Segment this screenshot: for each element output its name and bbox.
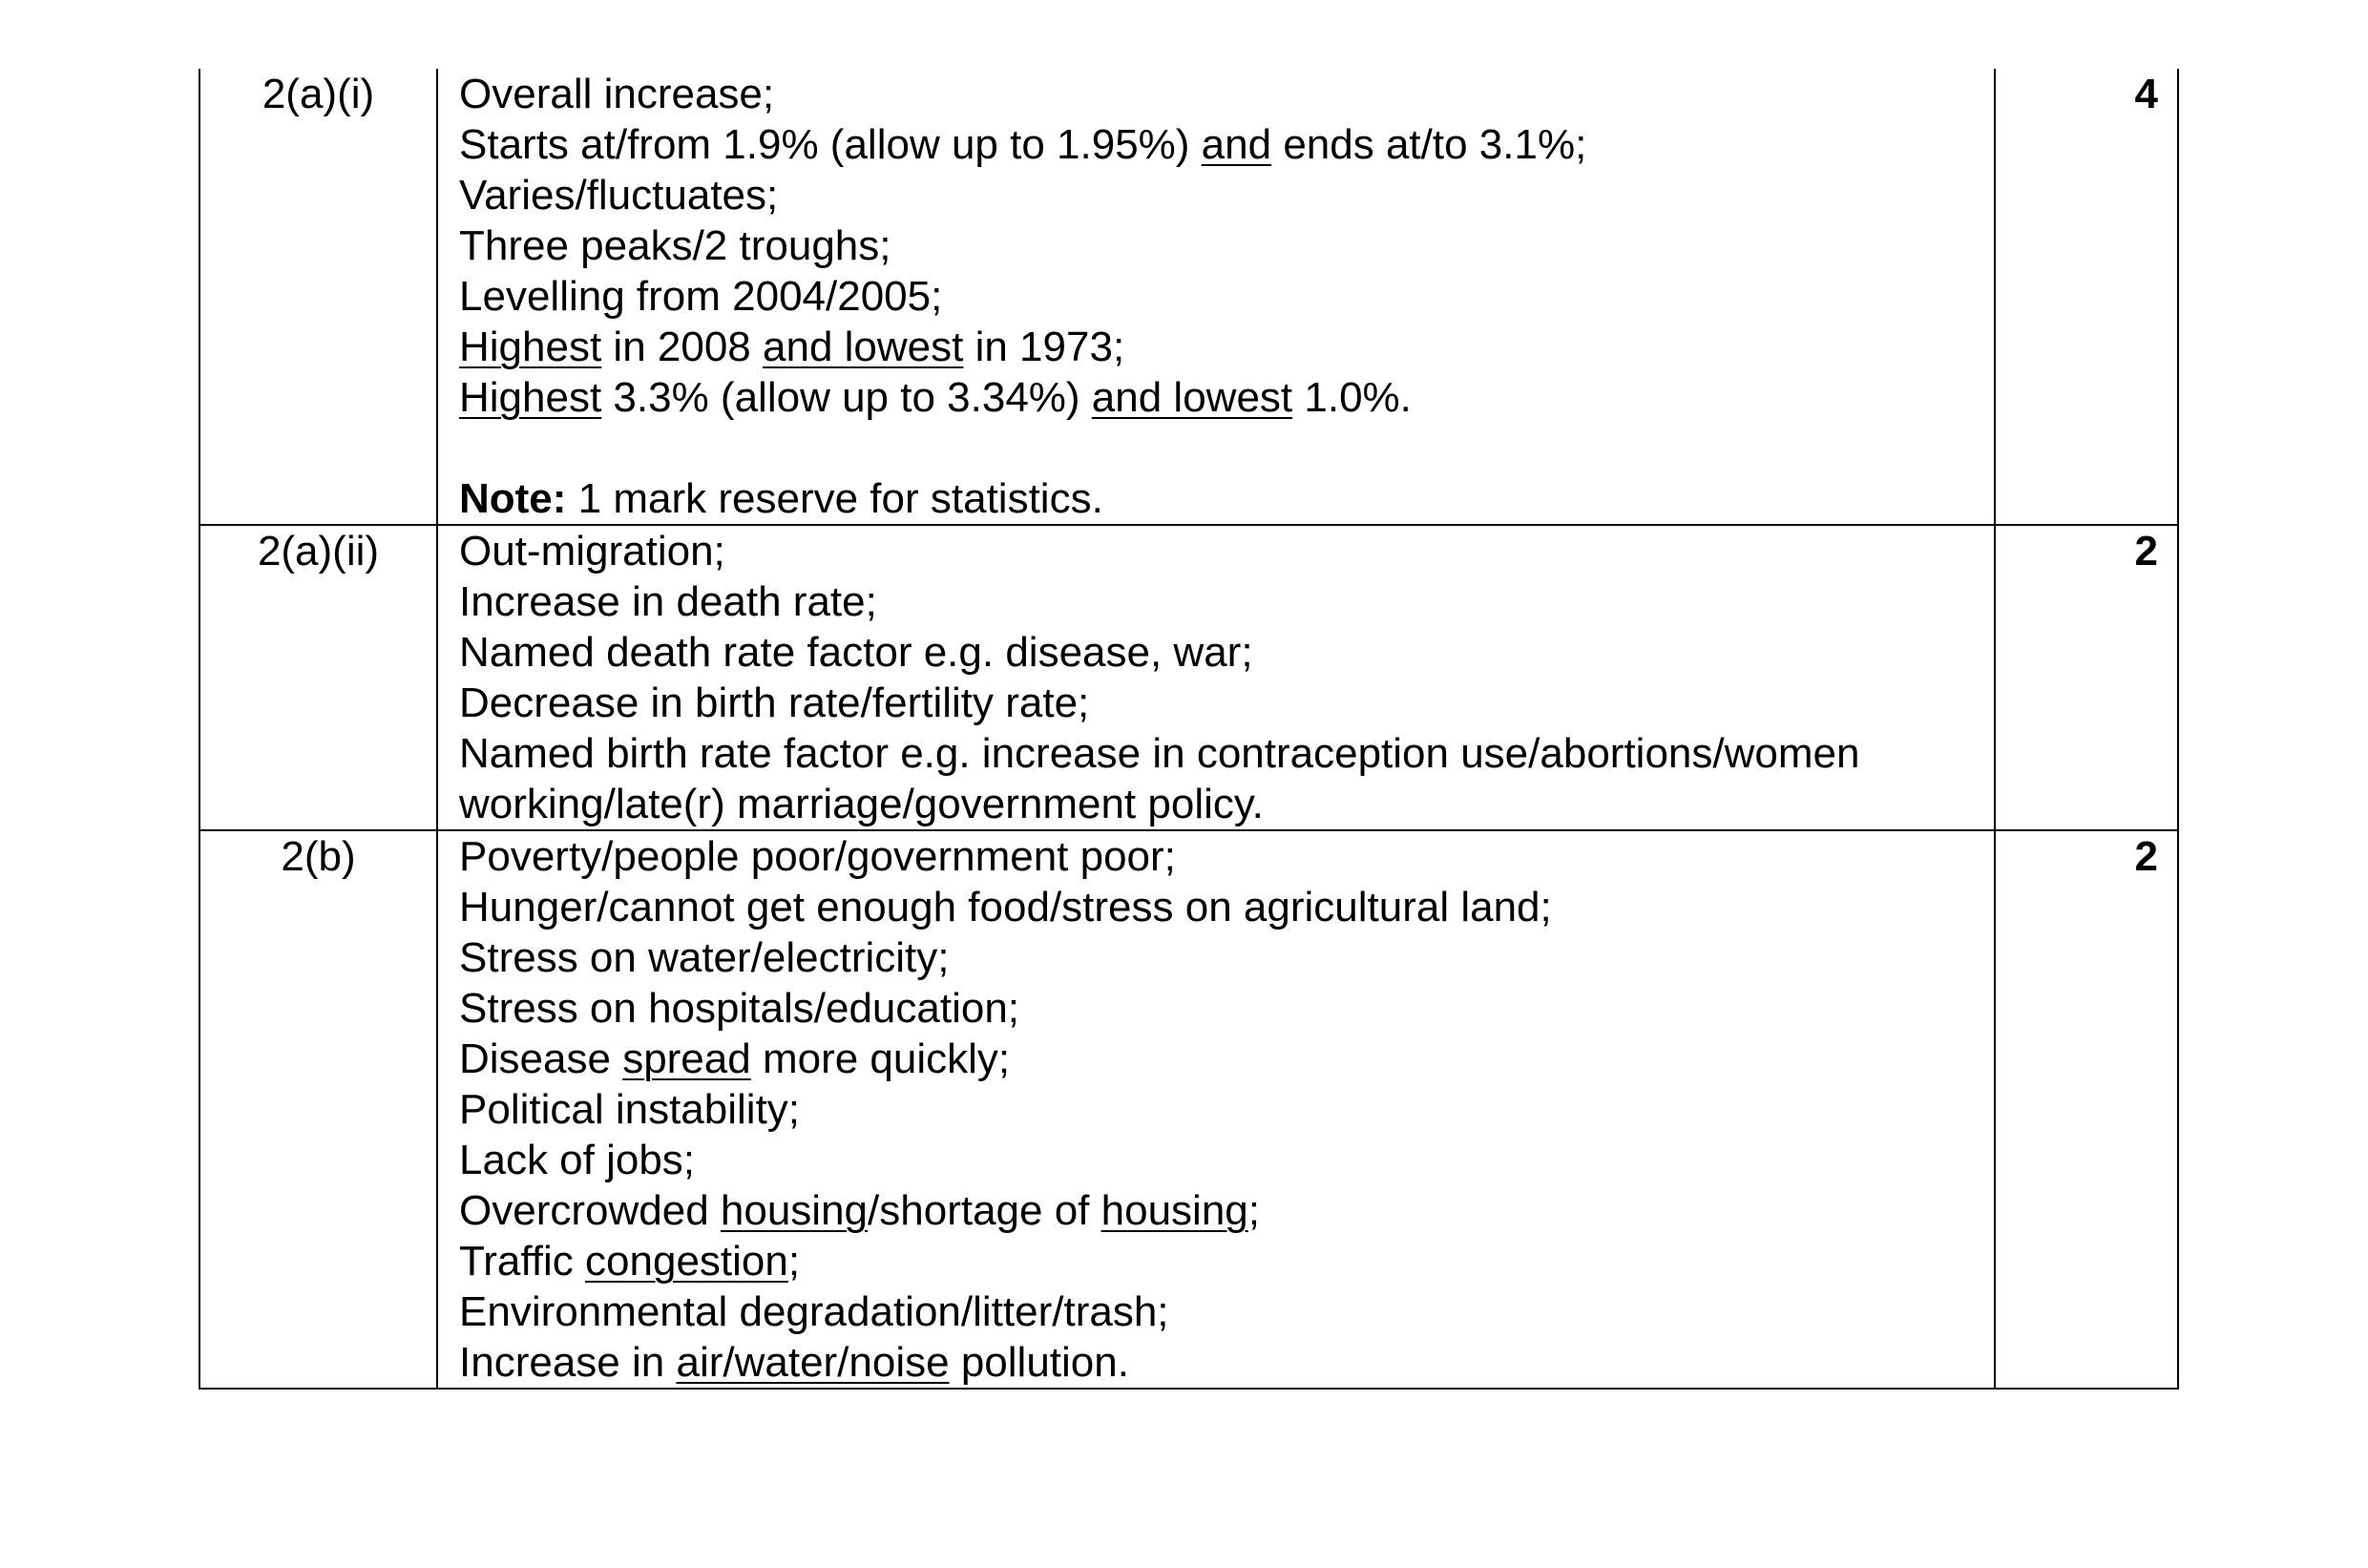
table-row: [199, 830, 2178, 1389]
underlined-text: Highest: [459, 374, 602, 421]
marks-value: 2: [2134, 528, 2158, 575]
underlined-text: congestion: [585, 1238, 788, 1285]
marks-cell: [1995, 525, 2178, 830]
answer-line: [459, 1236, 1984, 1286]
answer-line: [459, 932, 1984, 983]
answer-text: Hunger/cannot get enough food/stress on agricultural land;: [459, 884, 1552, 930]
answer-text: Increase in: [459, 1339, 677, 1386]
answer-text: Decrease in birth rate/fertility rate;: [459, 679, 1090, 726]
mark-scheme-table: [199, 69, 2179, 1390]
note-line: [459, 473, 1984, 524]
note-text: 1 mark reserve for statistics.: [566, 475, 1103, 522]
question-number-cell: [199, 69, 437, 525]
answer-text: Named death rate factor e.g. disease, war;: [459, 629, 1253, 676]
answer-lines: [459, 526, 1984, 829]
answer-line: [459, 271, 1984, 322]
answer-cell: [437, 525, 1995, 830]
answer-line: [459, 576, 1984, 627]
answer-line: [459, 1084, 1984, 1135]
answer-line: [459, 1286, 1984, 1337]
answer-cell: [437, 830, 1995, 1389]
answer-text: Poverty/people poor/government poor;: [459, 833, 1176, 880]
answer-text: ;: [1247, 1187, 1261, 1234]
answer-line: [459, 1135, 1984, 1185]
underlined-text: housing: [720, 1187, 869, 1234]
answer-text: ;: [787, 1238, 801, 1285]
note-label: Note:: [459, 475, 567, 522]
answer-line: [459, 678, 1984, 728]
underlined-text: and lowest: [763, 324, 964, 370]
answer-text: Out-migration;: [459, 528, 725, 575]
answer-line: [459, 882, 1984, 932]
answer-text: Lack of jobs;: [459, 1137, 696, 1183]
answer-line: [459, 372, 1984, 423]
answer-text: Named birth rate factor e.g. increase in contraception use/abortions/women: [459, 730, 1860, 777]
answer-text: /shortage of: [868, 1187, 1101, 1234]
question-number: 2(a)(ii): [257, 528, 380, 575]
underlined-text: spread: [622, 1035, 751, 1082]
answer-line: [459, 1337, 1984, 1388]
answer-text: Three peaks/2 troughs;: [459, 222, 891, 269]
table-row: [199, 69, 2178, 525]
answer-line: [459, 220, 1984, 271]
answer-line: [459, 322, 1984, 372]
answer-text: Disease: [459, 1035, 623, 1082]
answer-text: Overall increase;: [459, 71, 775, 117]
question-number: 2(a)(i): [262, 71, 375, 117]
answer-text: Stress on hospitals/education;: [459, 985, 1020, 1032]
marks-cell: [1995, 69, 2178, 525]
answer-lines: [459, 69, 1984, 423]
question-number: 2(b): [281, 833, 356, 880]
answer-text: ends at/to 3.1%;: [1271, 121, 1587, 168]
answer-text: 3.3% (allow up to 3.34%): [601, 374, 1092, 421]
answer-text: in 1973;: [963, 324, 1125, 370]
answer-text: pollution.: [949, 1339, 1129, 1386]
underlined-text: and lowest: [1091, 374, 1293, 421]
answer-text: Increase in death rate;: [459, 578, 877, 625]
answer-text: more quickly;: [750, 1035, 1011, 1082]
marks-value: 2: [2134, 833, 2158, 880]
answer-line: [459, 69, 1984, 119]
marks-cell: [1995, 830, 2178, 1389]
question-number-cell: [199, 830, 437, 1389]
answer-line: [459, 983, 1984, 1034]
answer-text: 1.0%.: [1292, 374, 1412, 421]
answer-line: [459, 526, 1984, 576]
answer-text: Political instability;: [459, 1086, 801, 1133]
answer-text: Overcrowded: [459, 1187, 721, 1234]
answer-line: [459, 119, 1984, 170]
answer-line: [459, 728, 1984, 779]
underlined-text: housing: [1100, 1187, 1248, 1234]
answer-line: [459, 779, 1984, 829]
answer-line: [459, 1034, 1984, 1084]
answer-line: [459, 1185, 1984, 1236]
table-row: [199, 525, 2178, 830]
answer-lines: [459, 831, 1984, 1388]
answer-text: Stress on water/electricity;: [459, 934, 950, 981]
answer-text: Environmental degradation/litter/trash;: [459, 1288, 1169, 1335]
question-number-cell: [199, 525, 437, 830]
answer-text: working/late(r) marriage/government policy.: [459, 781, 1264, 827]
answer-text: Traffic: [459, 1238, 586, 1285]
underlined-text: air/water/noise: [676, 1339, 950, 1386]
answer-text: Varies/fluctuates;: [459, 172, 779, 219]
marks-value: 4: [2134, 71, 2158, 117]
answer-line: [459, 627, 1984, 678]
underlined-text: and: [1201, 121, 1272, 168]
answer-cell: [437, 69, 1995, 525]
answer-text: Starts at/from 1.9% (allow up to 1.95%): [459, 121, 1202, 168]
answer-text: Levelling from 2004/2005;: [459, 273, 943, 320]
answer-line: [459, 831, 1984, 882]
answer-line: [459, 170, 1984, 220]
underlined-text: Highest: [459, 324, 602, 370]
answer-text: in 2008: [601, 324, 763, 370]
note-spacer: [459, 423, 1984, 473]
